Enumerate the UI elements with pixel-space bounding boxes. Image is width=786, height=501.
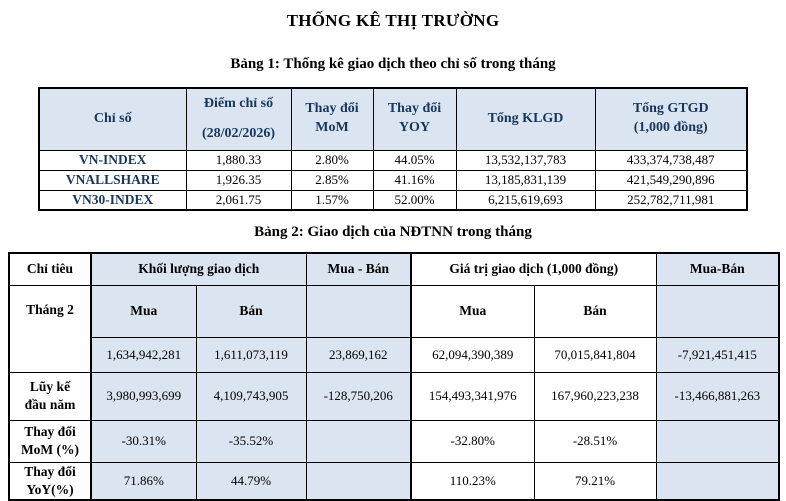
- index-total-value: 421,549,290,896: [595, 170, 747, 190]
- yoy-val-sell: 79.21%: [534, 462, 656, 500]
- index-name: VN-INDEX: [39, 150, 186, 170]
- mom-vol-buy: -30.31%: [91, 420, 196, 462]
- month-vol-net: 23,869,162: [306, 337, 411, 372]
- table2-group-header-row: [9, 253, 779, 285]
- ytd-val-net: -13,466,881,263: [656, 372, 779, 420]
- table2-mom-row: [9, 420, 779, 462]
- table2-value-sell-header: Bán: [534, 285, 656, 337]
- table1-caption: Bảng 1: Thống kê giao dịch theo chỉ số trong tháng: [230, 56, 556, 72]
- table2-net-value-empty: [656, 285, 779, 337]
- table1-header-points-line1: Điểm chỉ số: [203, 96, 274, 112]
- table1-row-vnallshare: [39, 170, 747, 190]
- yoy-label: Thay đổi YoY(%): [9, 462, 91, 500]
- page-title: THỐNG KÊ THỊ TRƯỜNG: [286, 11, 500, 30]
- index-total-volume: 13,532,137,783: [456, 150, 595, 170]
- month-vol-buy: 1,634,942,281: [91, 337, 196, 372]
- table2-yoy-row: [9, 462, 779, 500]
- table2-subheader-row: [9, 285, 779, 337]
- foreign-investor-table: [8, 252, 780, 501]
- index-total-value: 252,782,711,981: [595, 190, 747, 210]
- index-total-value: 433,374,738,487: [595, 150, 747, 170]
- table1-header-yoy: Thay đổi YOY: [373, 88, 456, 150]
- mom-vol-net-empty: [306, 420, 411, 462]
- ytd-vol-buy: 3,980,993,699: [91, 372, 196, 420]
- table2-caption: Bảng 2: Giao dịch của NĐTNN trong tháng: [254, 224, 532, 240]
- ytd-label: Lũy kế đầu năm: [9, 372, 91, 420]
- table1-header-points-line2: (28/02/2026): [201, 126, 276, 142]
- index-yoy: 52.00%: [373, 190, 456, 210]
- table1-header-total-volume: Tổng KLGD: [456, 88, 595, 150]
- month-vol-sell: 1,611,073,119: [196, 337, 306, 372]
- ytd-vol-net: -128,750,206: [306, 372, 411, 420]
- table1-header-mom: Thay đổi MoM: [291, 88, 373, 150]
- mom-label: Thay đổi MoM (%): [9, 420, 91, 462]
- index-points: 1,926.35: [186, 170, 291, 190]
- table2-month-data-row: [9, 337, 779, 372]
- index-name: VN30-INDEX: [39, 190, 186, 210]
- month-val-net: -7,921,451,415: [656, 337, 779, 372]
- table2-header-value-group: Giá trị giao dịch (1,000 đồng): [411, 253, 656, 285]
- index-name: VNALLSHARE: [39, 170, 186, 190]
- index-mom: 2.80%: [291, 150, 373, 170]
- table1-header-row: [39, 88, 747, 150]
- table2-header-net-volume: Mua - Bán: [306, 253, 411, 285]
- yoy-val-buy: 110.23%: [411, 462, 534, 500]
- yoy-vol-buy: 71.86%: [91, 462, 196, 500]
- index-points: 2,061.75: [186, 190, 291, 210]
- index-mom: 1.57%: [291, 190, 373, 210]
- yoy-val-net-empty: [656, 462, 779, 500]
- index-points: 1,880.33: [186, 150, 291, 170]
- yoy-vol-net-empty: [306, 462, 411, 500]
- table2-ytd-row: [9, 372, 779, 420]
- mom-val-buy: -32.80%: [411, 420, 534, 462]
- table1-header-total-value: Tổng GTGD (1,000 đồng): [595, 88, 747, 150]
- index-yoy: 41.16%: [373, 170, 456, 190]
- table1-header-index: Chỉ số: [39, 88, 186, 150]
- table2-value-buy-header: Mua: [411, 285, 534, 337]
- index-mom: 2.85%: [291, 170, 373, 190]
- table2-header-volume-group: Khối lượng giao dịch: [91, 253, 306, 285]
- index-yoy: 44.05%: [373, 150, 456, 170]
- table1-row-vn-index: [39, 150, 747, 170]
- index-total-volume: 13,185,831,139: [456, 170, 595, 190]
- mom-val-sell: -28.51%: [534, 420, 656, 462]
- index-total-volume: 6,215,619,693: [456, 190, 595, 210]
- yoy-vol-sell: 44.79%: [196, 462, 306, 500]
- month-val-sell: 70,015,841,804: [534, 337, 656, 372]
- table2-net-volume-empty: [306, 285, 411, 337]
- table2-month-label: Tháng 2: [9, 285, 91, 372]
- month-val-buy: 62,094,390,389: [411, 337, 534, 372]
- table2-header-criteria: Chỉ tiêu: [9, 253, 91, 285]
- ytd-val-sell: 167,960,223,238: [534, 372, 656, 420]
- ytd-vol-sell: 4,109,743,905: [196, 372, 306, 420]
- table2-header-net-value: Mua-Bán: [656, 253, 779, 285]
- index-statistics-table: [38, 87, 748, 211]
- table1-row-vn30-index: [39, 190, 747, 210]
- table1-header-points: [186, 88, 291, 150]
- ytd-val-buy: 154,493,341,976: [411, 372, 534, 420]
- mom-val-net-empty: [656, 420, 779, 462]
- mom-vol-sell: -35.52%: [196, 420, 306, 462]
- table2-volume-buy-header: Mua: [91, 285, 196, 337]
- table2-volume-sell-header: Bán: [196, 285, 306, 337]
